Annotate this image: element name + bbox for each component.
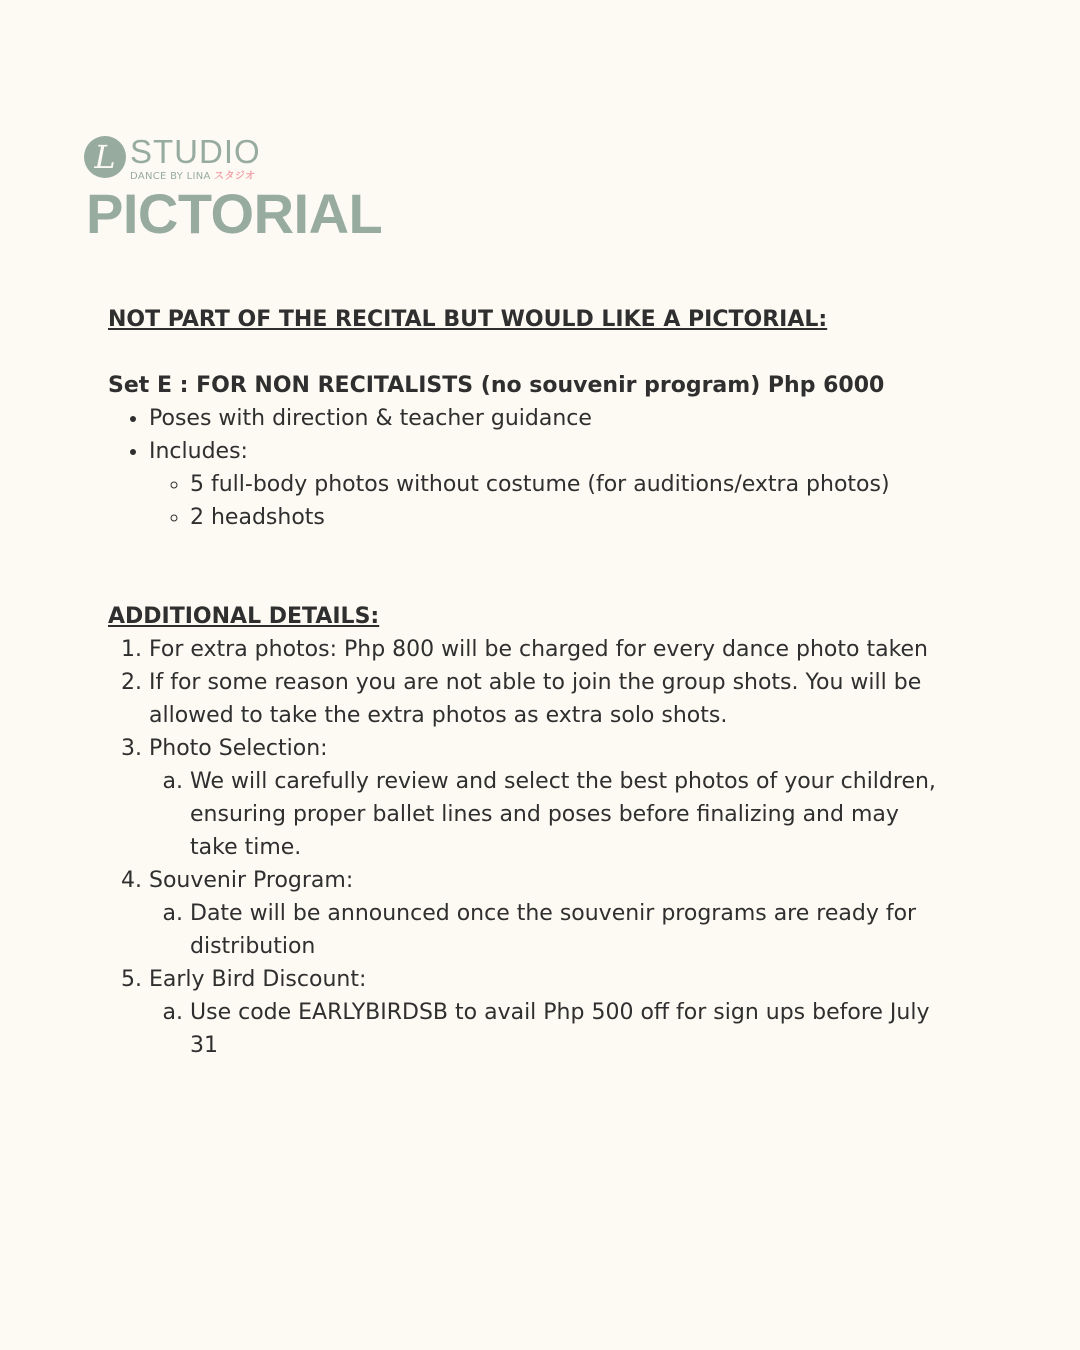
sub-list [149, 996, 938, 1062]
studio-logo [84, 134, 284, 180]
additional-details-list [108, 633, 938, 1062]
sub-list [149, 765, 938, 864]
list-item: • Poses with direction & teacher guidance [149, 402, 938, 435]
document-body [108, 303, 938, 1062]
list-item [149, 864, 938, 963]
logo-subtitle-jp: スタジオ [214, 171, 256, 182]
list-item: a. Use code EARLYBIRDSB to avail Php 500 off for sign ups before July 31 [190, 996, 938, 1062]
list-item-label: Souvenir Program: [149, 868, 354, 893]
set-title: Set E : FOR NON RECITALISTS (no souvenir program) Php 6000 [108, 373, 885, 398]
list-item [149, 732, 938, 864]
list-item: a. Date will be announced once the souvenir programs are ready for distribution [190, 897, 938, 963]
logo-wordmark: STUDIO [130, 133, 261, 170]
list-item-label: Includes: [149, 439, 248, 464]
page-title: PICTORIAL [86, 182, 383, 245]
logo-subtitle [130, 167, 255, 182]
list-item [149, 963, 938, 1062]
list-item: ◦ 2 headshots [190, 501, 938, 534]
section-heading-non-recital: NOT PART OF THE RECITAL BUT WOULD LIKE A PICTORIAL: [108, 307, 828, 332]
logo-subtitle-en: DANCE BY LINA [130, 171, 211, 182]
list-item [149, 435, 938, 534]
list-item: a. We will carefully review and select the best photos of your children, ensuring proper ballet lines and poses before finalizing and may take time. [190, 765, 938, 864]
list-item: 1. For extra photos: Php 800 will be charged for every dance photo taken [149, 633, 938, 666]
list-item-label: Early Bird Discount: [149, 967, 367, 992]
includes-sub-list [149, 468, 938, 534]
list-item: 2. If for some reason you are not able to join the group shots. You will be allowed to take the extra photos as extra solo shots. [149, 666, 938, 732]
set-bullet-list [108, 402, 938, 534]
section-heading-additional: ADDITIONAL DETAILS: [108, 604, 380, 629]
list-item: ◦ 5 full-body photos without costume (for auditions/extra photos) [190, 468, 938, 501]
logo-mark: L [84, 136, 126, 178]
sub-list [149, 897, 938, 963]
list-item-label: Photo Selection: [149, 736, 328, 761]
